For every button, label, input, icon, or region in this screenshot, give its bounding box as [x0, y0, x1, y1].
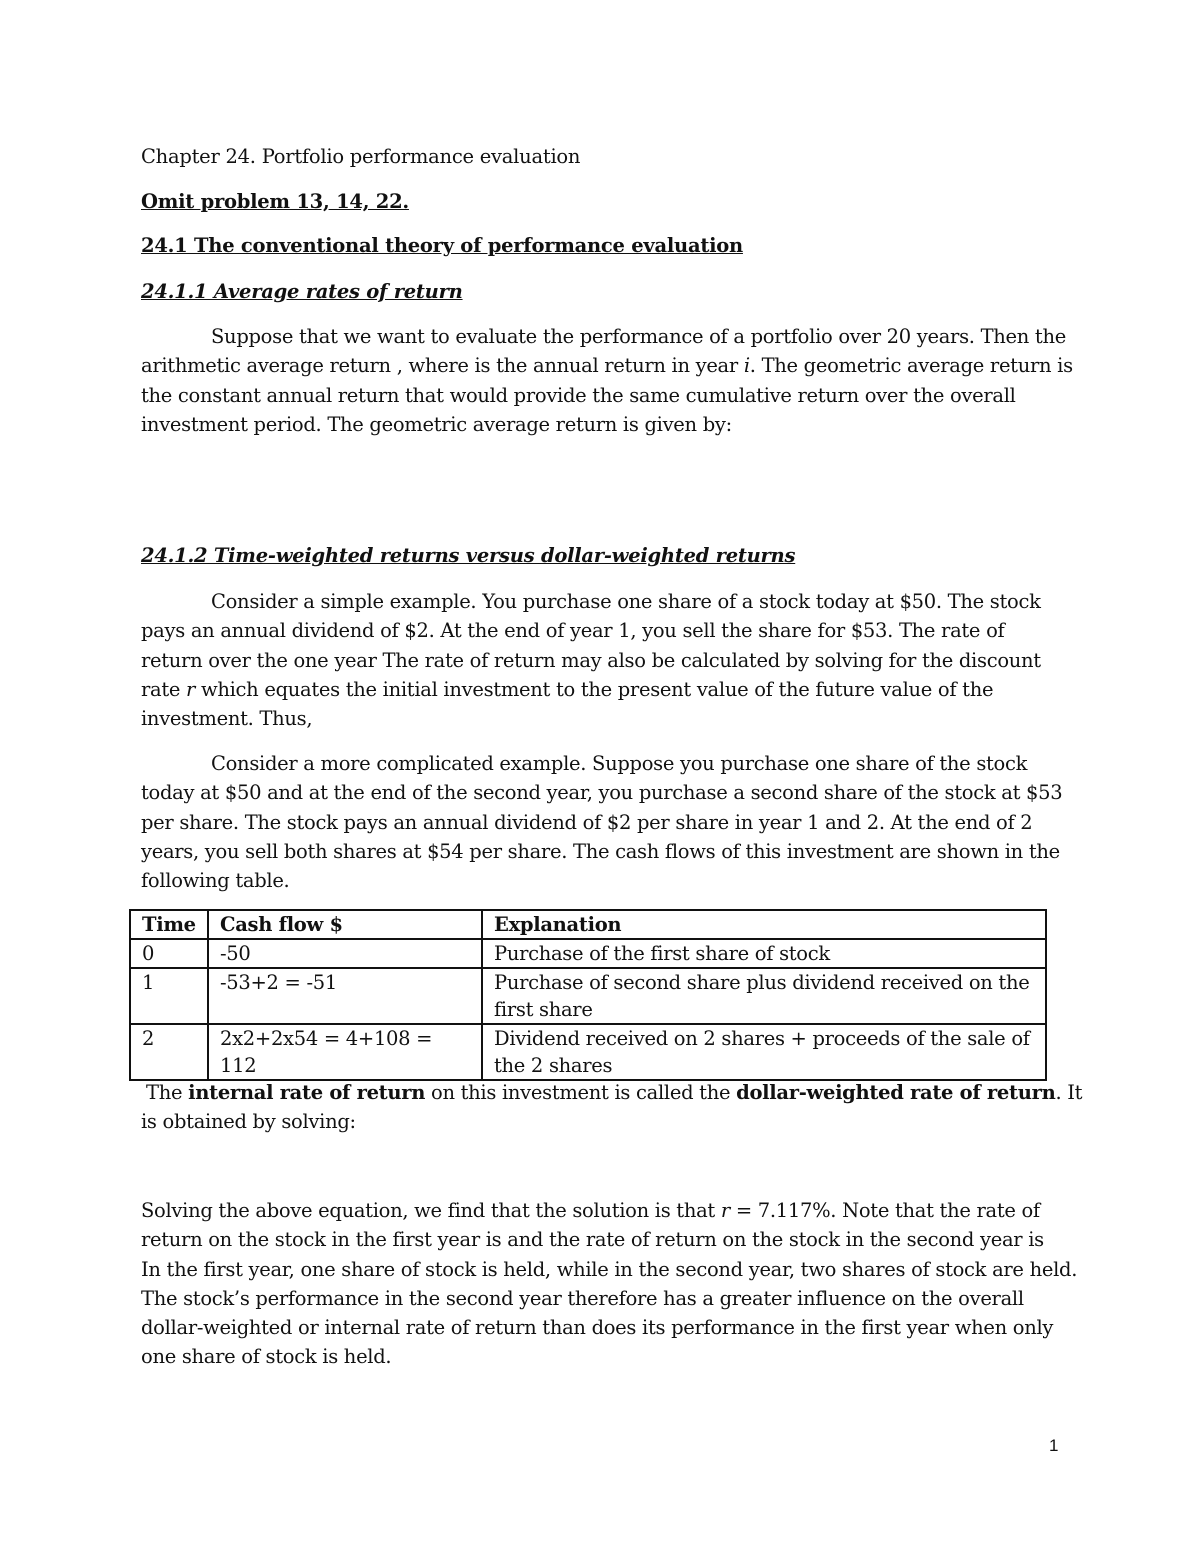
text-line: Consider a more complicated example. Suppose you purchase one share of the stock — [211, 752, 1028, 775]
table-cell: Dividend received on 2 shares + proceeds of the sale of the 2 shares — [482, 1024, 1046, 1080]
paragraph-irr — [141, 1078, 1083, 1137]
text-line: Consider a simple example. You purchase one share of a stock today at $50. The stock — [211, 590, 1041, 613]
text-line: In the first year, one share of stock is held, while in the second year, two shares of stock are held. — [141, 1257, 1078, 1281]
table-cell: Purchase of the first share of stock — [482, 939, 1046, 968]
text-line: investment period. The geometric average return is given by: — [141, 412, 732, 436]
text-line: Suppose that we want to evaluate the performance of a portfolio over 20 years. Then the — [211, 325, 1066, 348]
table-cell: 1 — [130, 968, 208, 1024]
table-header-row — [130, 910, 1046, 939]
italic-variable: r — [186, 677, 196, 701]
paragraph-simple-example — [141, 587, 1061, 733]
section-heading-24-1-2: 24.1.2 Time-weighted returns versus dollar-weighted returns — [141, 544, 796, 567]
text-line: dollar-weighted or internal rate of return than does its performance in the first year when only — [141, 1316, 1054, 1340]
text-line: The internal rate of return on this investment is called the dollar-weighted rate of return. It — [146, 1081, 1083, 1104]
bold-term: dollar-weighted rate of return — [736, 1081, 1056, 1104]
text-line: return over the one year The rate of return may also be calculated by solving for the discount — [141, 648, 1041, 672]
italic-variable: i — [743, 354, 750, 378]
text-line: following table. — [141, 869, 290, 893]
table-cell: 2x2+2x54 = 4+108 = 112 — [208, 1024, 482, 1080]
text-line: the constant annual return that would provide the same cumulative return over the overall — [141, 383, 1016, 407]
table-cell: -53+2 = -51 — [208, 968, 482, 1024]
text-line: investment. Thus, — [141, 707, 313, 731]
table-cell: Purchase of second share plus dividend received on the first share — [482, 968, 1046, 1024]
table-header-cell: Cash flow $ — [208, 910, 482, 939]
table-header-cell: Time — [130, 910, 208, 939]
cash-flow-table — [129, 909, 1047, 1081]
table-header-cell: Explanation — [482, 910, 1046, 939]
section-heading-24-1: 24.1 The conventional theory of performance evaluation — [141, 234, 743, 257]
text-line: rate r which equates the initial investment to the present value of the future value of the — [141, 677, 994, 701]
table-cell: -50 — [208, 939, 482, 968]
text-line: arithmetic average return , where is the annual return in year i. The geometric average return is — [141, 354, 1073, 378]
italic-variable: r — [720, 1199, 730, 1222]
text-line: is obtained by solving: — [141, 1110, 356, 1134]
table-row — [130, 968, 1046, 1024]
table-row — [130, 1024, 1046, 1080]
paragraph-complicated-example — [141, 749, 1061, 895]
table-cell: 0 — [130, 939, 208, 968]
chapter-title: Chapter 24. Portfolio performance evaluation — [141, 145, 581, 168]
paragraph-solution — [141, 1196, 1078, 1372]
table-row — [130, 939, 1046, 968]
text-line: years, you sell both shares at $54 per share. The cash flows of this investment are shown in the — [141, 839, 1060, 863]
section-heading-24-1-1: 24.1.1 Average rates of return — [141, 280, 463, 303]
text-line: Solving the above equation, we find that the solution is that r = 7.117%. Note that the rate of — [141, 1199, 1040, 1222]
text-line: today at $50 and at the end of the second year, you purchase a second share of the stock at $53 — [141, 781, 1063, 805]
bold-term: internal rate of return — [188, 1081, 426, 1104]
text-line: one share of stock is held. — [141, 1345, 392, 1369]
omit-note: Omit problem 13, 14, 22. — [141, 190, 409, 213]
text-line: The stock’s performance in the second year therefore has a greater influence on the overall — [141, 1286, 1024, 1310]
text-line: pays an annual dividend of $2. At the end of year 1, you sell the share for $53. The rate of — [141, 619, 1005, 643]
table-cell: 2 — [130, 1024, 208, 1080]
text-line: return on the stock in the first year is and the rate of return on the stock in the second year is — [141, 1228, 1044, 1252]
text-line: per share. The stock pays an annual dividend of $2 per share in year 1 and 2. At the end of 2 — [141, 810, 1033, 834]
paragraph-average-returns — [141, 322, 1073, 439]
page-number: 1 — [1049, 1436, 1059, 1455]
